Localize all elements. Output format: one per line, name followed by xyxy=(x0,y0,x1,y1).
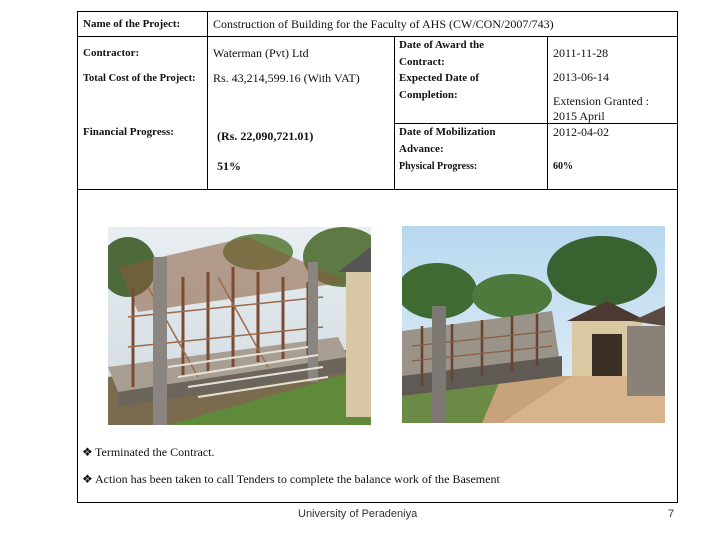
site-photo-left xyxy=(108,227,371,425)
total-cost-value: Rs. 43,214,599.16 (With VAT) xyxy=(213,71,360,85)
note-action-tenders: Action has been taken to call Tenders to complete the balance work of the Basement xyxy=(95,472,500,486)
contractor-label: Contractor: xyxy=(83,47,140,59)
construction-site-photo-2 xyxy=(402,226,665,423)
footer-institution: University of Peradeniya xyxy=(298,508,418,520)
award-date-label-cont: Contract: xyxy=(399,56,445,68)
financial-progress-percent: 51% xyxy=(217,159,241,173)
total-cost-label: Total Cost of the Project: xyxy=(83,73,196,84)
award-date-value: 2011-11-28 xyxy=(553,46,609,60)
row-divider xyxy=(77,189,678,190)
construction-site-photo-1 xyxy=(108,227,371,425)
extension-granted: Extension Granted : xyxy=(553,94,649,108)
completion-date-label: Expected Date of xyxy=(399,72,480,84)
completion-date-label-cont: Completion: xyxy=(399,89,458,101)
completion-date-value: 2013-06-14 xyxy=(553,70,609,84)
mobilization-date-label-cont: Advance: xyxy=(399,143,444,155)
financial-progress-label: Financial Progress: xyxy=(83,126,174,138)
mobilization-date-label: Date of Mobilization xyxy=(399,126,496,138)
award-date-label: Date of Award the xyxy=(399,39,485,51)
bullet-diamond-icon: ❖ xyxy=(82,445,93,459)
project-name-label: Name of the Project: xyxy=(83,18,181,30)
column-divider xyxy=(207,11,208,189)
project-name-value: Construction of Building for the Faculty of AHS (CW/CON/2007/743) xyxy=(213,17,554,31)
site-photo-right xyxy=(402,226,665,423)
contractor-value: Waterman (Pvt) Ltd xyxy=(213,46,309,60)
row-divider xyxy=(77,36,678,37)
page-number: 7 xyxy=(668,508,675,520)
physical-progress-label: Physical Progress: xyxy=(399,161,478,172)
financial-progress-amount: (Rs. 22,090,721.01) xyxy=(217,129,314,143)
column-divider xyxy=(547,36,548,189)
column-divider xyxy=(394,36,395,189)
extension-granted-date: 2015 April xyxy=(553,109,605,123)
note-terminated: Terminated the Contract. xyxy=(95,445,215,459)
physical-progress-value: 60% xyxy=(553,161,573,172)
bullet-diamond-icon: ❖ xyxy=(82,472,93,486)
mobilization-date-value: 2012-04-02 xyxy=(553,125,609,139)
